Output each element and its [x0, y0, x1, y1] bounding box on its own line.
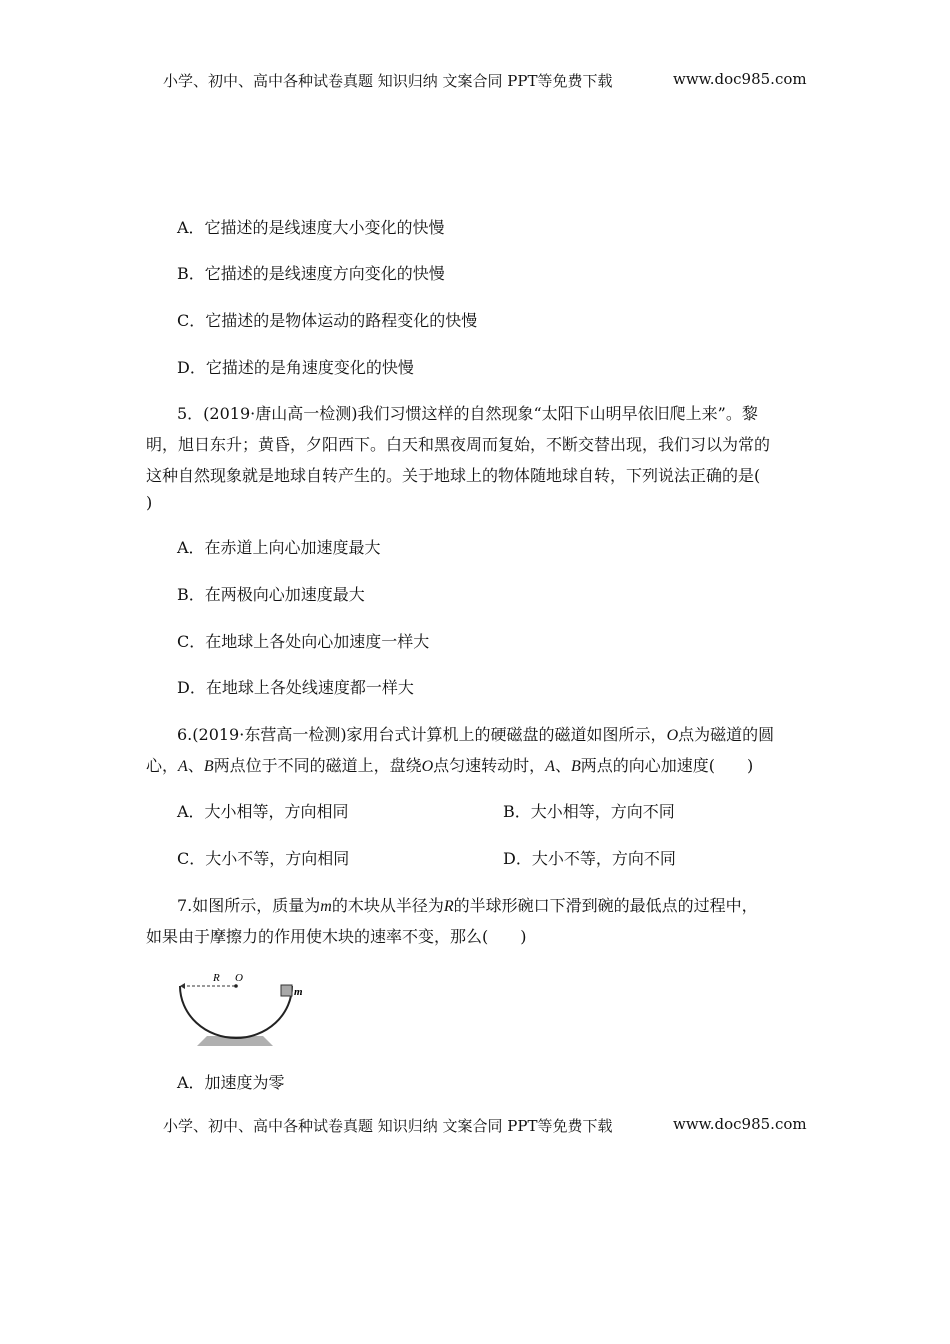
q6-option-a: A．大小相等，方向相同: [177, 802, 349, 821]
q7-text: 的半球形碗口下滑到碗的最低点的过程中，: [453, 896, 758, 915]
q6-text: 两点位于不同的磁道上，盘绕: [213, 756, 422, 775]
q6-text: 点匀速转动时，: [433, 756, 546, 775]
q6-var-b: B: [203, 758, 214, 775]
q6-stem-line2: [146, 755, 811, 778]
label-m: m: [294, 986, 303, 998]
footer-url[interactable]: www.doc985.com: [673, 1115, 807, 1133]
q7-text: 7.如图所示，质量为: [177, 896, 321, 915]
q7-stem-line1: [177, 895, 758, 918]
page-header: [163, 70, 807, 91]
q5-option-a: A．在赤道上向心加速度最大: [177, 538, 381, 557]
label-r: R: [213, 972, 220, 984]
q6-text: 心，: [146, 756, 179, 775]
q6-text: 两点的向心加速度( ): [580, 756, 754, 775]
label-o: O: [235, 972, 243, 984]
q4-option-d: D．它描述的是角速度变化的快慢: [177, 358, 414, 377]
q5-option-b: B．在两极向心加速度最大: [177, 585, 365, 604]
q4-option-b: B．它描述的是线速度方向变化的快慢: [177, 264, 445, 283]
footer-text: 小学、初中、高中各种试卷真题 知识归纳 文案合同 PPT等免费下载: [163, 1117, 613, 1135]
q6-stem-line1: [177, 724, 774, 747]
q5-stem-line1: 5．(2019·唐山高一检测)我们习惯这样的自然现象“太阳下山明早依旧爬上来”。黎: [177, 404, 758, 423]
q7-text: 的木块从半径为: [331, 896, 444, 915]
q5-option-d: D．在地球上各处线速度都一样大: [177, 678, 414, 697]
q5-stem-line3: 这种自然现象就是地球自转产生的。关于地球上的物体随地球自转，下列说法正确的是(: [146, 466, 761, 485]
q6-var-o: O: [666, 727, 679, 744]
q6-text: 、: [554, 756, 571, 775]
q5-stem-line4: ): [146, 493, 153, 512]
block-m: [281, 985, 292, 996]
q7-option-a: A．加速度为零: [177, 1073, 285, 1092]
q6-text: 点为磁道的圆: [678, 725, 775, 744]
q6-option-b: B．大小相等，方向不同: [503, 802, 675, 821]
q6-var-b: B: [570, 758, 581, 775]
q6-option-d: D．大小不等，方向不同: [503, 849, 676, 868]
q7-stem-line2: 如果由于摩擦力的作用使木块的速率不变，那么( ): [146, 927, 527, 946]
center-point-o: [234, 984, 238, 988]
q7-var-r: R: [443, 898, 454, 915]
q4-option-a: A．它描述的是线速度大小变化的快慢: [177, 218, 445, 237]
header-url[interactable]: www.doc985.com: [673, 70, 807, 88]
q6-text: 、: [187, 756, 204, 775]
header-text: 小学、初中、高中各种试卷真题 知识归纳 文案合同 PPT等免费下载: [163, 72, 613, 90]
q6-var-a: A: [178, 758, 188, 775]
q6-option-c: C．大小不等，方向相同: [177, 849, 350, 868]
q4-option-c: C．它描述的是物体运动的路程变化的快慢: [177, 311, 478, 330]
q6-var-a: A: [545, 758, 555, 775]
q7-var-m: m: [320, 898, 332, 915]
bowl-figure: [175, 966, 315, 1048]
bowl-outline: [180, 986, 292, 1038]
page-footer: [163, 1115, 807, 1136]
q5-stem-line2: 明，旭日东升；黄昏，夕阳西下。白天和黑夜周而复始，不断交替出现，我们习以为常的: [146, 435, 771, 454]
q6-var-o: O: [421, 758, 434, 775]
q6-text: 6.(2019·东营高一检测)家用台式计算机上的硬磁盘的磁道如图所示，: [177, 725, 667, 744]
q5-option-c: C．在地球上各处向心加速度一样大: [177, 632, 430, 651]
